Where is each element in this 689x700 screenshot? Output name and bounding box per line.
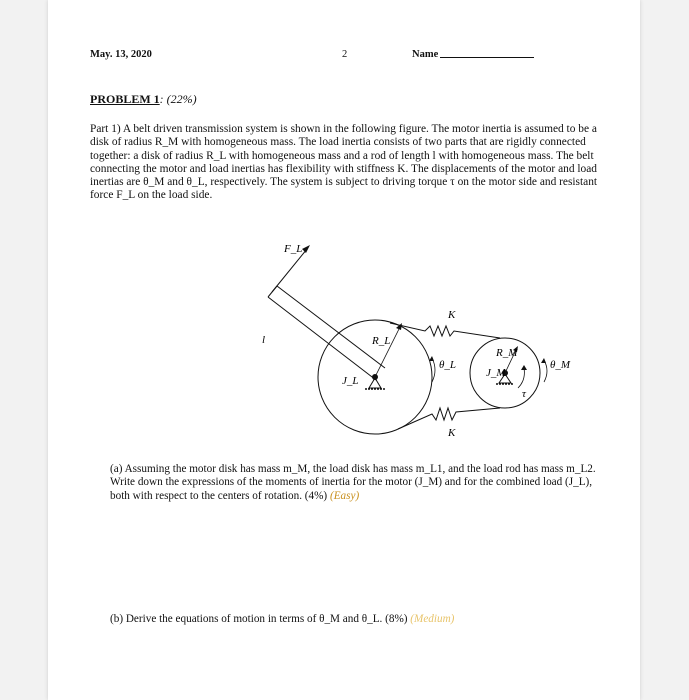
- theta-motor-arc: [541, 358, 547, 382]
- label-force: F_L: [284, 243, 303, 255]
- question-a: [110, 463, 600, 503]
- name-label: Name: [412, 49, 439, 60]
- label-theta-motor: θ_M: [550, 359, 571, 371]
- belt-bottom: [398, 408, 500, 429]
- part1-text: Part 1) A belt driven transmission system is shown in the following figure. The motor inertia is assumed to be a disk of radius R_M with homogeneous mass. The load inertia consists of two parts that are rigidly connected together: a disk of radius R_L with homogeneous mass and a rod of length l with homogeneous mass. The belt connecting the motor and load inertias has flexibility with stiffness K. The displacements of the motor and load inertias are θ_M and θ_L, respectively. The system is subject to driving torque τ on the motor side and resistant force F_L on the load side.: [90, 123, 598, 202]
- problem-weight: : (22%): [159, 92, 197, 106]
- question-b-difficulty: (Medium): [410, 613, 455, 625]
- label-rod-length: l: [262, 334, 266, 346]
- question-a-difficulty: (Easy): [329, 489, 360, 502]
- question-b: [110, 613, 600, 625]
- label-torque: τ: [522, 388, 526, 400]
- name-blank-line: [440, 57, 534, 58]
- label-spring-bottom: K: [448, 427, 456, 439]
- load-rod: [268, 286, 385, 380]
- label-motor-inertia: J_M: [486, 367, 506, 379]
- problem-heading: [90, 92, 197, 107]
- question-b-text: (b) Derive the equations of motion in terms of θ_M and θ_L. (8%): [110, 613, 408, 625]
- label-spring-top: K: [448, 309, 456, 321]
- document-page: [48, 0, 640, 700]
- belt-top: [390, 323, 500, 338]
- belt-drive-figure: [200, 240, 571, 450]
- label-motor-radius: R_M: [496, 347, 518, 359]
- name-field: [412, 49, 534, 60]
- problem-title: PROBLEM 1: [90, 92, 160, 106]
- label-load-inertia: J_L: [342, 375, 359, 387]
- header-date: May. 13, 2020: [90, 49, 152, 60]
- page-number: 2: [342, 49, 348, 60]
- question-a-text: (a) Assuming the motor disk has mass m_M, the load disk has mass m_L1, and the load rod has mass m_L2. Write down the expressions of the moments of inertia for the motor (J_M) and for the combined load (J_L), both with respect to the centers of rotation. (4%): [110, 463, 596, 502]
- torque-arc: [518, 365, 527, 388]
- label-load-radius: R_L: [372, 335, 391, 347]
- label-theta-load: θ_L: [439, 359, 457, 371]
- load-radius-arrow: [375, 323, 402, 377]
